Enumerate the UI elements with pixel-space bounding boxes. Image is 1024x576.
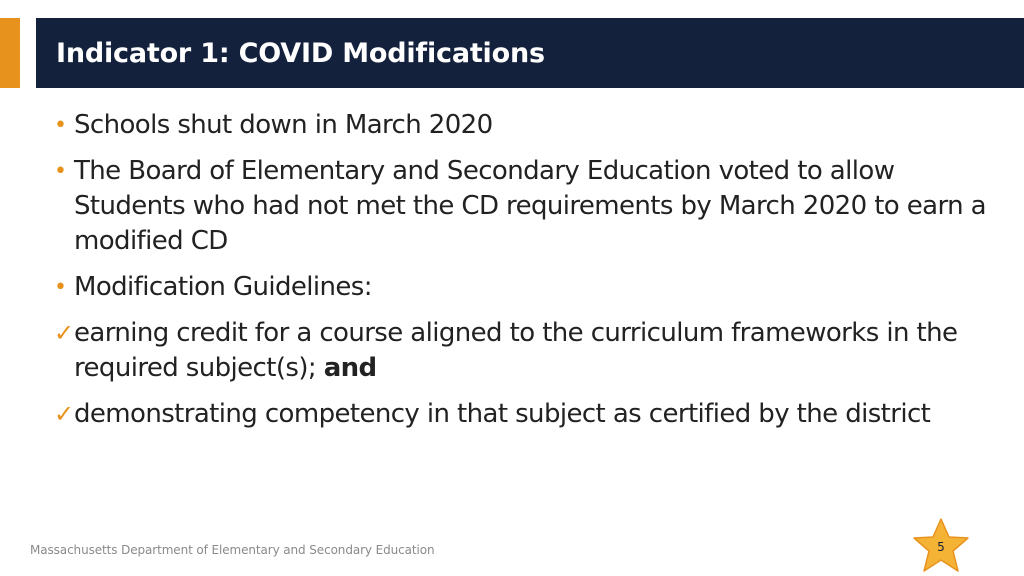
bullet-dot-icon: • [54,275,67,300]
footer-text: Massachusetts Department of Elementary and Secondary Education [30,543,435,557]
list-item [54,397,1004,432]
page-number: 5 [937,540,945,554]
bullet-dot-icon: • [54,159,67,184]
bold-and: and [323,353,377,383]
title-bar [36,18,1024,88]
bullet-list [54,108,1004,443]
bullet-text: Schools shut down in March 2020 [74,110,493,140]
check-item-text [74,316,1004,386]
checkmark-icon: ✓ [54,319,74,347]
accent-bar [0,18,20,88]
list-item [54,154,1004,259]
list-item [54,108,1004,143]
slide-title: Indicator 1: COVID Modifications [56,37,545,69]
list-item [54,316,1004,386]
bullet-text: Modification Guidelines: [74,272,372,302]
bullet-dot-icon: • [54,113,67,138]
check-text: demonstrating competency in that subject as certified by the district [74,399,931,429]
check-text: earning credit for a course aligned to the curriculum frameworks in the required subject(s); [74,318,958,383]
list-item [54,270,1004,305]
bullet-text: The Board of Elementary and Secondary Education voted to allow Students who had not met the CD requirements by March 2020 to earn a modified CD [74,156,987,256]
checkmark-icon: ✓ [54,400,74,428]
